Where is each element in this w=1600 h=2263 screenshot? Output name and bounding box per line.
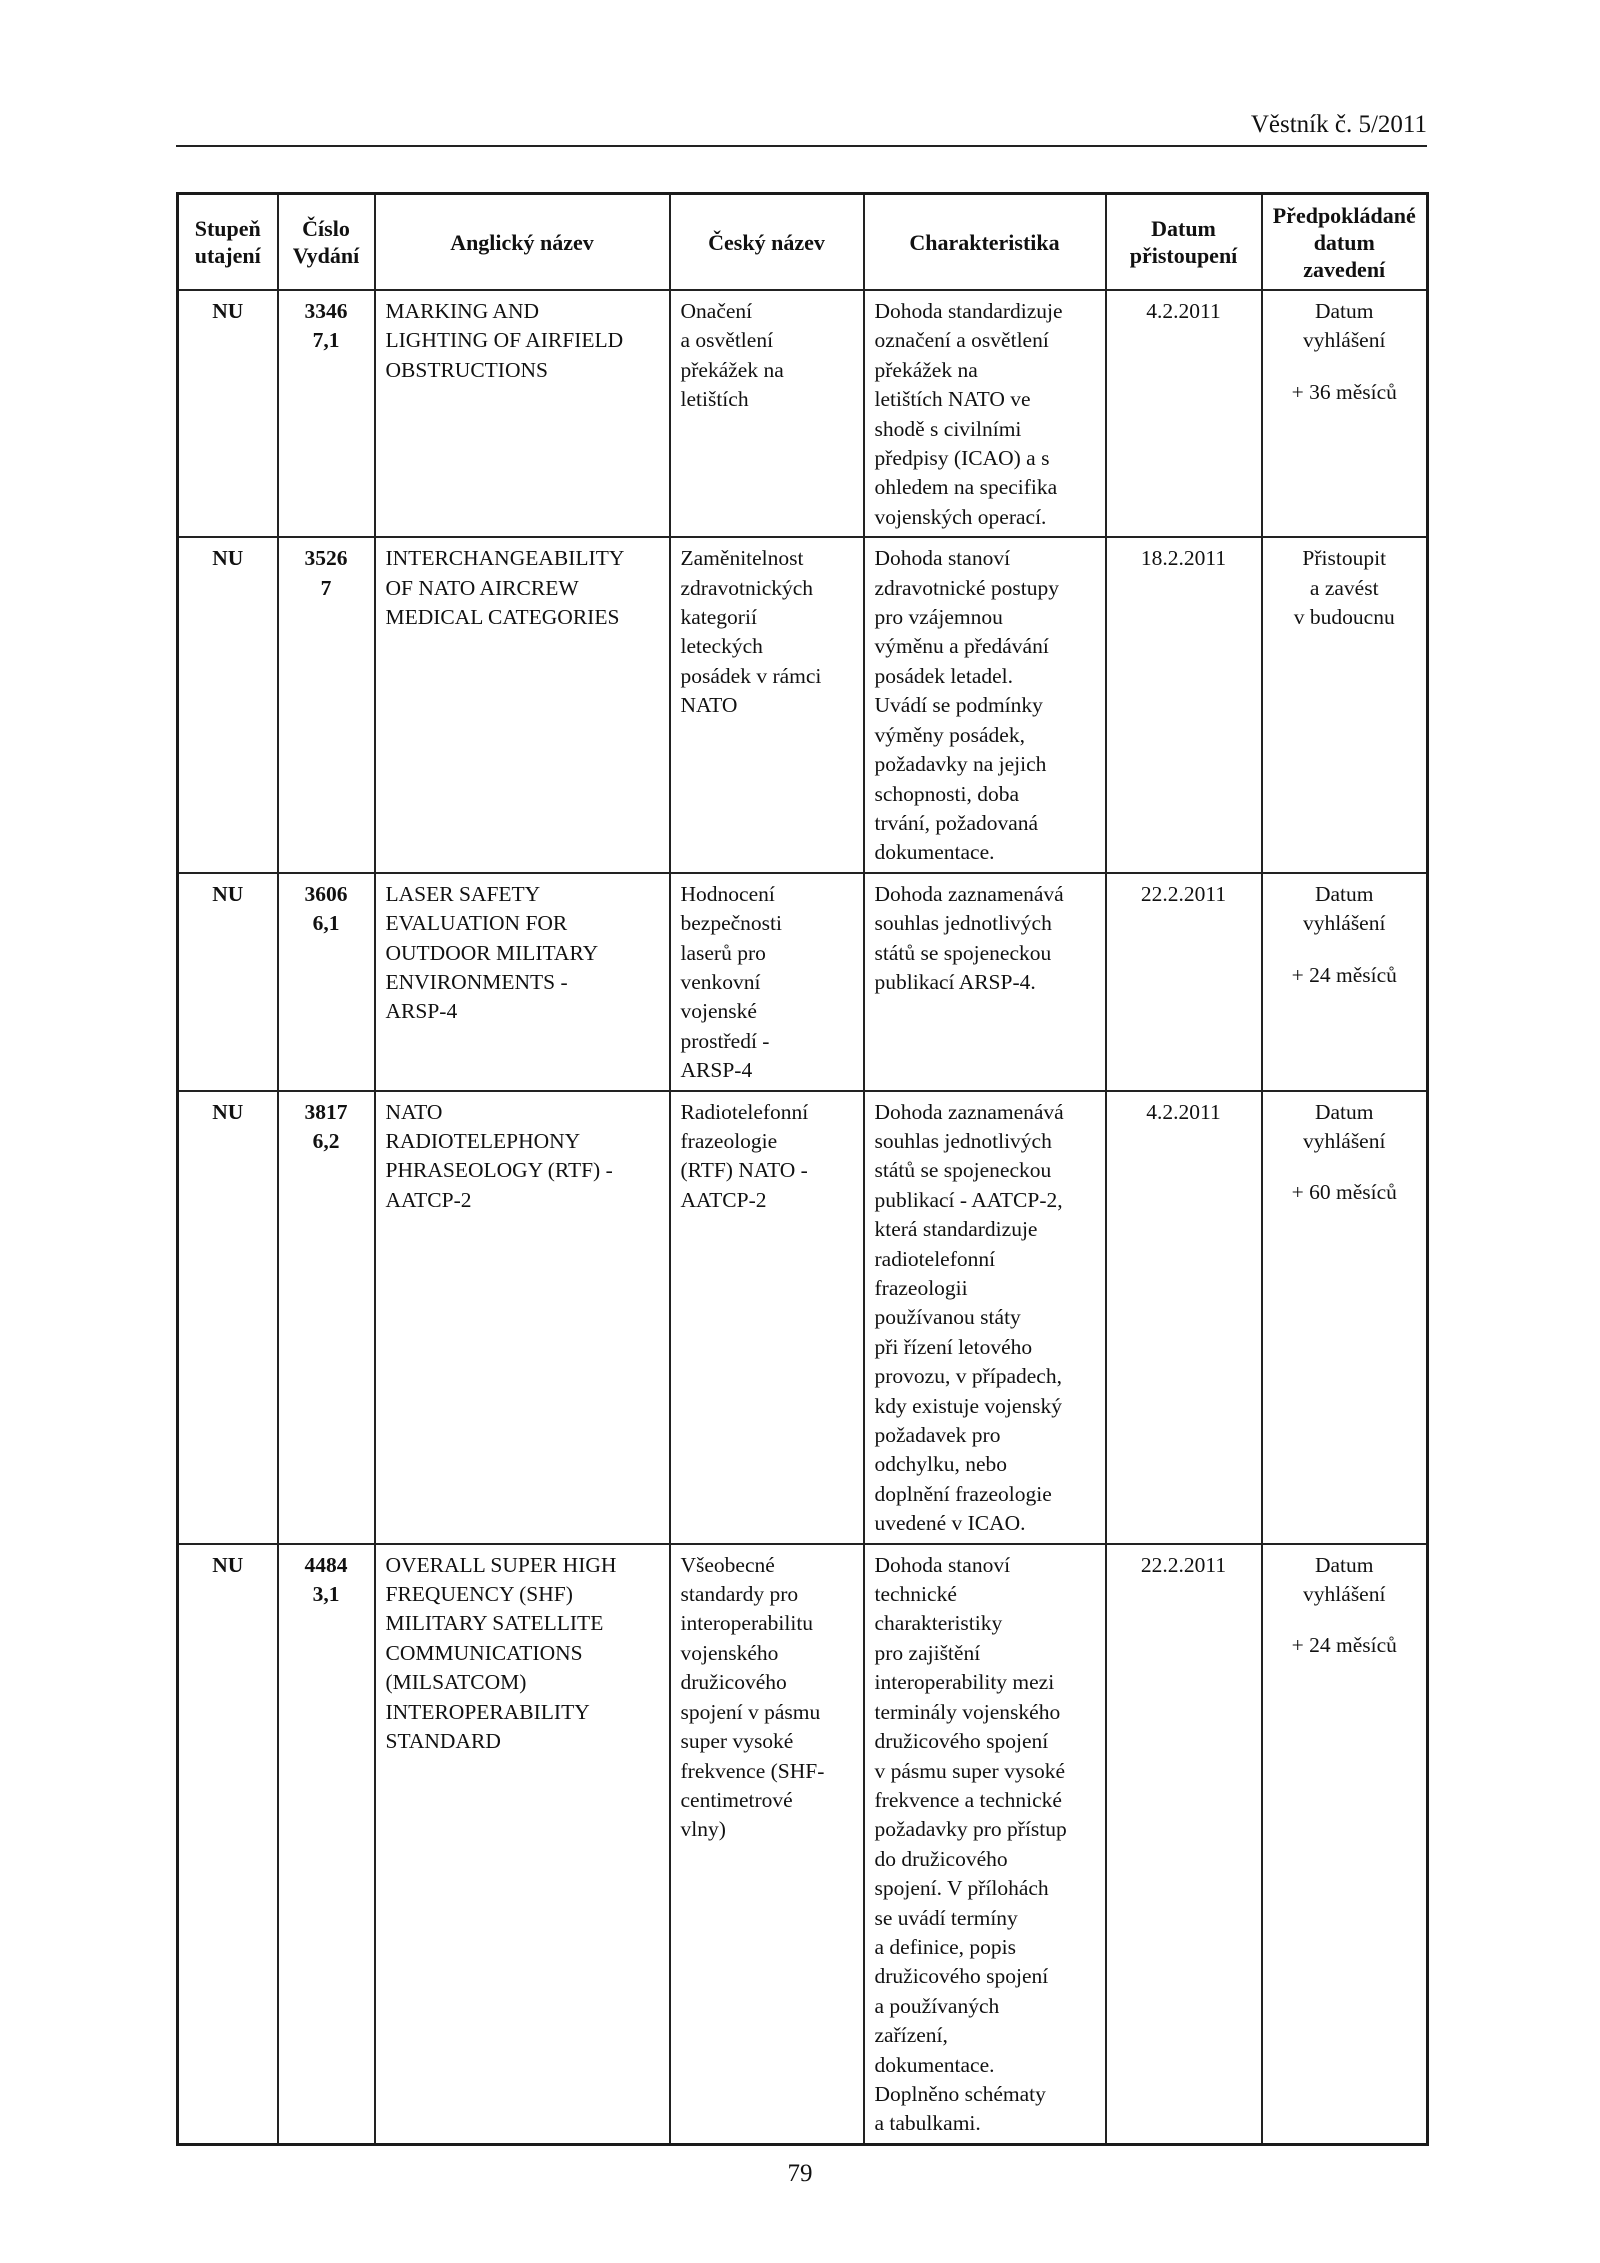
- czech-title-cell-line: Zaměnitelnost: [680, 546, 804, 571]
- expected-introduction-cell: [1262, 1544, 1428, 2145]
- number-edition-cell-line: 3346: [304, 299, 348, 323]
- header-line: Stupeň: [194, 216, 261, 241]
- expected-introduction-cell-line: vyhlášení: [1303, 1128, 1386, 1153]
- expected-introduction-cell-line: + 60 měsíců: [1291, 1180, 1397, 1205]
- characteristic-cell-line: zdravotnické postupy: [874, 575, 1059, 600]
- czech-title-cell: [670, 873, 864, 1091]
- number-edition-cell-line: 3817: [304, 1099, 348, 1124]
- characteristic-cell-line: výměny posádek,: [874, 722, 1025, 747]
- english-title-cell-line: MARKING AND: [385, 299, 539, 323]
- english-title-cell-line: MILITARY SATELLITE: [385, 1611, 604, 1636]
- expected-introduction-cell: [1262, 537, 1428, 872]
- czech-title-cell-line: posádek v rámci: [680, 663, 822, 688]
- english-title-cell-line: OVERALL SUPER HIGH: [385, 1552, 617, 1577]
- header-english-title: [375, 194, 670, 291]
- czech-title-cell-line: leteckých: [680, 634, 763, 659]
- characteristic-cell-line: provozu, v případech,: [874, 1364, 1062, 1389]
- header-classification: [178, 194, 278, 291]
- header-czech-title: [670, 194, 864, 291]
- english-title-cell-line: LASER SAFETY: [385, 881, 541, 906]
- english-title-cell-line: FREQUENCY (SHF): [385, 1582, 573, 1607]
- table-row: [178, 1544, 1428, 2145]
- english-title-cell: [375, 873, 670, 1091]
- spacer: [1263, 1156, 1427, 1178]
- spacer: [1263, 939, 1427, 961]
- expected-introduction-cell-line: + 24 měsíců: [1291, 1633, 1397, 1658]
- table-row: [178, 290, 1428, 537]
- characteristic-cell-line: kdy existuje vojenský: [874, 1393, 1063, 1418]
- czech-title-cell: [670, 1544, 864, 2145]
- english-title-cell-line: OBSTRUCTIONS: [385, 357, 548, 382]
- characteristic-cell-line: v pásmu super vysoké: [874, 1758, 1065, 1783]
- characteristic-cell-line: výměnu a předávání: [874, 634, 1049, 659]
- expected-introduction-cell-line: + 36 měsíců: [1291, 379, 1397, 404]
- number-edition-cell: [278, 1544, 375, 2145]
- english-title-cell-line: ARSP-4: [385, 999, 458, 1024]
- accession-date-cell: [1106, 1544, 1262, 2145]
- czech-title-cell-line: super vysoké: [680, 1729, 794, 1754]
- english-title-cell-line: LIGHTING OF AIRFIELD: [385, 328, 624, 353]
- characteristic-cell-line: pro zajištění: [874, 1640, 981, 1665]
- english-title-cell-line: PHRASEOLOGY (RTF) -: [385, 1158, 613, 1183]
- header-line: Charakteristika: [909, 229, 1060, 255]
- expected-introduction-cell-line: Přistoupit: [1302, 546, 1387, 571]
- classification-cell: [178, 537, 278, 872]
- characteristic-cell-line: charakteristiky: [874, 1611, 1003, 1636]
- characteristic-cell-line: publikací ARSP-4.: [874, 969, 1036, 994]
- english-title-cell: [375, 290, 670, 537]
- english-title-cell: [375, 1091, 670, 1544]
- characteristic-cell-line: vojenských operací.: [874, 504, 1047, 529]
- header-line: Předpokládané: [1272, 202, 1416, 228]
- characteristic-cell-line: letištích NATO ve: [874, 387, 1031, 412]
- czech-title-cell-line: družicového: [680, 1670, 787, 1695]
- page-number: 79: [787, 2160, 813, 2187]
- table-header-row: [178, 194, 1428, 291]
- characteristic-cell: [864, 1544, 1106, 2145]
- classification-cell: [178, 1544, 278, 2145]
- english-title-cell-line: RADIOTELEPHONY: [385, 1128, 581, 1153]
- czech-title-cell: [670, 537, 864, 872]
- number-edition-cell-line: 7,1: [312, 328, 340, 353]
- header-line: utajení: [194, 243, 261, 268]
- number-edition-cell-line: 6,1: [312, 911, 340, 936]
- classification-cell-value: NU: [212, 299, 244, 323]
- running-head: Věstník č. 5/2011: [1250, 111, 1427, 138]
- header-line: Datum: [1151, 216, 1216, 241]
- czech-title-cell-line: Radiotelefonní: [680, 1099, 809, 1124]
- czech-title-cell-line: vojenské: [680, 999, 757, 1024]
- english-title-cell-line: OF NATO AIRCREW: [385, 575, 579, 600]
- header-number-edition: [278, 194, 375, 291]
- characteristic-cell-line: terminály vojenského: [874, 1699, 1061, 1724]
- characteristic-cell-line: Dohoda zaznamenává: [874, 881, 1064, 906]
- expected-introduction-cell-line: vyhlášení: [1303, 328, 1386, 353]
- accession-date-cell-value: 4.2.2011: [1146, 299, 1221, 323]
- expected-introduction-cell-line: + 24 měsíců: [1291, 962, 1397, 987]
- classification-cell: [178, 873, 278, 1091]
- characteristic-cell-line: Dohoda standardizuje: [874, 299, 1063, 323]
- characteristic-cell-line: používanou státy: [874, 1305, 1021, 1330]
- number-edition-cell: [278, 290, 375, 537]
- characteristic-cell-line: označení a osvětlení: [874, 328, 1049, 353]
- czech-title-cell-line: AATCP-2: [680, 1187, 767, 1212]
- expected-introduction-cell-line: v budoucnu: [1293, 605, 1395, 630]
- number-edition-cell-line: 3526: [304, 546, 348, 571]
- classification-cell-value: NU: [212, 881, 244, 906]
- czech-title-cell-line: překážek na: [680, 357, 784, 382]
- english-title-cell-line: STANDARD: [385, 1729, 501, 1754]
- number-edition-cell-line: 6,2: [312, 1128, 340, 1153]
- expected-introduction-cell-line: a zavést: [1309, 575, 1379, 600]
- expected-introduction-cell-line: vyhlášení: [1303, 1582, 1386, 1607]
- czech-title-cell-line: ARSP-4: [680, 1058, 753, 1083]
- table-body: [178, 290, 1428, 2144]
- number-edition-cell-line: 3,1: [312, 1582, 340, 1607]
- number-edition-cell: [278, 1091, 375, 1544]
- characteristic-cell-line: souhlas jednotlivých: [874, 1128, 1052, 1153]
- characteristic-cell-line: států se spojeneckou: [874, 1158, 1052, 1183]
- characteristic-cell-line: Dohoda stanoví: [874, 546, 1011, 571]
- czech-title-cell-line: NATO: [680, 693, 738, 718]
- characteristic-cell-line: posádek letadel.: [874, 663, 1014, 688]
- english-title-cell: [375, 537, 670, 872]
- accession-date-cell-value: 4.2.2011: [1146, 1099, 1221, 1124]
- czech-title-cell-line: zdravotnických: [680, 575, 814, 600]
- characteristic-cell-line: trvání, požadovaná: [874, 810, 1039, 835]
- accession-date-cell: [1106, 1091, 1262, 1544]
- characteristic-cell-line: Doplněno schématy: [874, 2081, 1046, 2106]
- czech-title-cell-line: vlny): [680, 1817, 726, 1842]
- table-row: [178, 537, 1428, 872]
- stanag-table: [176, 192, 1429, 2146]
- characteristic-cell-line: odchylku, nebo: [874, 1452, 1008, 1477]
- header-expected-introduction: [1262, 194, 1428, 291]
- spacer: [1263, 1609, 1427, 1631]
- english-title-cell-line: OUTDOOR MILITARY: [385, 940, 599, 965]
- classification-cell-value: NU: [212, 1552, 244, 1577]
- characteristic-cell-line: a používaných: [874, 1993, 1000, 2018]
- header-line: Český název: [708, 229, 825, 255]
- characteristic-cell-line: států se spojeneckou: [874, 940, 1052, 965]
- table-row: [178, 1091, 1428, 1544]
- czech-title-cell-line: laserů pro: [680, 940, 766, 965]
- number-edition-cell: [278, 873, 375, 1091]
- accession-date-cell: [1106, 290, 1262, 537]
- classification-cell: [178, 1091, 278, 1544]
- characteristic-cell-line: pro vzájemnou: [874, 605, 1003, 630]
- english-title-cell-line: AATCP-2: [385, 1187, 472, 1212]
- czech-title-cell-line: a osvětlení: [680, 328, 774, 353]
- characteristic-cell-line: frekvence a technické: [874, 1787, 1062, 1812]
- czech-title-cell-line: venkovní: [680, 969, 761, 994]
- expected-introduction-cell: [1262, 1091, 1428, 1544]
- czech-title-cell-line: frazeologie: [680, 1128, 778, 1153]
- characteristic-cell-line: radiotelefonní: [874, 1246, 996, 1271]
- characteristic-cell-line: Dohoda zaznamenává: [874, 1099, 1064, 1124]
- english-title-cell-line: EVALUATION FOR: [385, 911, 568, 936]
- english-title-cell-line: INTEROPERABILITY: [385, 1699, 590, 1724]
- english-title-cell-line: COMMUNICATIONS: [385, 1640, 583, 1665]
- characteristic-cell-line: družicového spojení: [874, 1964, 1049, 1989]
- characteristic-cell-line: spojení. V přílohách: [874, 1876, 1049, 1901]
- accession-date-cell: [1106, 873, 1262, 1091]
- czech-title-cell: [670, 1091, 864, 1544]
- characteristic-cell-line: při řízení letového: [874, 1334, 1033, 1359]
- english-title-cell-line: INTERCHANGEABILITY: [385, 546, 625, 571]
- czech-title-cell: [670, 290, 864, 537]
- characteristic-cell: [864, 290, 1106, 537]
- header-line: Vydání: [292, 243, 360, 268]
- czech-title-cell-line: bezpečnosti: [680, 911, 782, 936]
- characteristic-cell-line: technické: [874, 1582, 957, 1607]
- accession-date-cell-value: 22.2.2011: [1140, 1552, 1227, 1577]
- number-edition-cell-line: 4484: [304, 1552, 348, 1577]
- spacer: [1263, 356, 1427, 378]
- czech-title-cell-line: standardy pro: [680, 1582, 799, 1607]
- expected-introduction-cell-line: Datum: [1314, 1099, 1374, 1124]
- characteristic-cell-line: a definice, popis: [874, 1934, 1016, 1959]
- expected-introduction-cell: [1262, 290, 1428, 537]
- header-characteristic: [864, 194, 1106, 291]
- characteristic-cell-line: do družicového: [874, 1846, 1008, 1871]
- characteristic-cell: [864, 873, 1106, 1091]
- czech-title-cell-line: vojenského: [680, 1640, 779, 1665]
- number-edition-cell-line: 3606: [304, 881, 348, 906]
- header-line: datum: [1313, 229, 1375, 255]
- english-title-cell-line: NATO: [385, 1099, 443, 1124]
- czech-title-cell-line: Všeobecné: [680, 1552, 775, 1577]
- characteristic-cell-line: překážek na: [874, 357, 978, 382]
- czech-title-cell-line: spojení v pásmu: [680, 1699, 821, 1724]
- characteristic-cell-line: a tabulkami.: [874, 2111, 981, 2136]
- expected-introduction-cell-line: Datum: [1314, 881, 1374, 906]
- characteristic-cell-line: požadavky na jejich: [874, 752, 1047, 777]
- czech-title-cell-line: kategorií: [680, 605, 757, 630]
- accession-date-cell-value: 22.2.2011: [1140, 881, 1227, 906]
- characteristic-cell-line: frazeologii: [874, 1276, 968, 1300]
- characteristic-cell-line: dokumentace.: [874, 2052, 995, 2077]
- characteristic-cell-line: Uvádí se podmínky: [874, 693, 1043, 718]
- header-line: přistoupení: [1129, 243, 1238, 268]
- characteristic-cell-line: ohledem na specifika: [874, 475, 1058, 500]
- accession-date-cell-value: 18.2.2011: [1140, 546, 1227, 571]
- header-rule: [176, 145, 1427, 147]
- characteristic-cell-line: zařízení,: [874, 2023, 948, 2048]
- czech-title-cell-line: Hodnocení: [680, 881, 775, 906]
- characteristic-cell-line: požadavek pro: [874, 1423, 1001, 1448]
- czech-title-cell-line: Onačení: [680, 299, 753, 323]
- czech-title-cell-line: (RTF) NATO -: [680, 1158, 808, 1183]
- header-line: Anglický název: [450, 229, 594, 255]
- characteristic-cell-line: Dohoda stanoví: [874, 1552, 1011, 1577]
- header-accession-date: [1106, 194, 1262, 291]
- characteristic-cell-line: interoperability mezi: [874, 1670, 1055, 1695]
- expected-introduction-cell-line: vyhlášení: [1303, 911, 1386, 936]
- czech-title-cell-line: letištích: [680, 387, 749, 412]
- czech-title-cell-line: centimetrové: [680, 1787, 793, 1812]
- characteristic-cell: [864, 1091, 1106, 1544]
- characteristic-cell-line: požadavky pro přístup: [874, 1817, 1067, 1842]
- header-line: zavedení: [1303, 256, 1386, 282]
- expected-introduction-cell-line: Datum: [1314, 1552, 1374, 1577]
- expected-introduction-cell-line: Datum: [1314, 299, 1374, 323]
- characteristic-cell-line: doplnění frazeologie: [874, 1481, 1052, 1506]
- number-edition-cell: [278, 537, 375, 872]
- accession-date-cell: [1106, 537, 1262, 872]
- characteristic-cell-line: uvedené v ICAO.: [874, 1511, 1026, 1536]
- number-edition-cell-line: 7: [320, 575, 332, 600]
- characteristic-cell-line: dokumentace.: [874, 840, 995, 865]
- header-line: Číslo: [302, 216, 350, 241]
- czech-title-cell-line: interoperabilitu: [680, 1611, 814, 1636]
- classification-cell-value: NU: [212, 546, 244, 571]
- czech-title-cell-line: frekvence (SHF-: [680, 1758, 825, 1783]
- characteristic-cell-line: shodě s civilními: [874, 416, 1022, 441]
- characteristic-cell-line: která standardizuje: [874, 1217, 1038, 1242]
- characteristic-cell-line: předpisy (ICAO) a s: [874, 446, 1050, 471]
- expected-introduction-cell: [1262, 873, 1428, 1091]
- english-title-cell-line: (MILSATCOM): [385, 1670, 527, 1695]
- english-title-cell-line: ENVIRONMENTS -: [385, 969, 568, 994]
- table-row: [178, 873, 1428, 1091]
- characteristic-cell: [864, 537, 1106, 872]
- characteristic-cell-line: družicového spojení: [874, 1729, 1049, 1754]
- english-title-cell: [375, 1544, 670, 2145]
- characteristic-cell-line: publikací - AATCP-2,: [874, 1187, 1063, 1212]
- classification-cell-value: NU: [212, 1099, 244, 1124]
- czech-title-cell-line: prostředí -: [680, 1028, 770, 1053]
- english-title-cell-line: MEDICAL CATEGORIES: [385, 605, 620, 630]
- characteristic-cell-line: schopnosti, doba: [874, 781, 1020, 806]
- characteristic-cell-line: se uvádí termíny: [874, 1905, 1018, 1930]
- classification-cell: [178, 290, 278, 537]
- characteristic-cell-line: souhlas jednotlivých: [874, 911, 1052, 936]
